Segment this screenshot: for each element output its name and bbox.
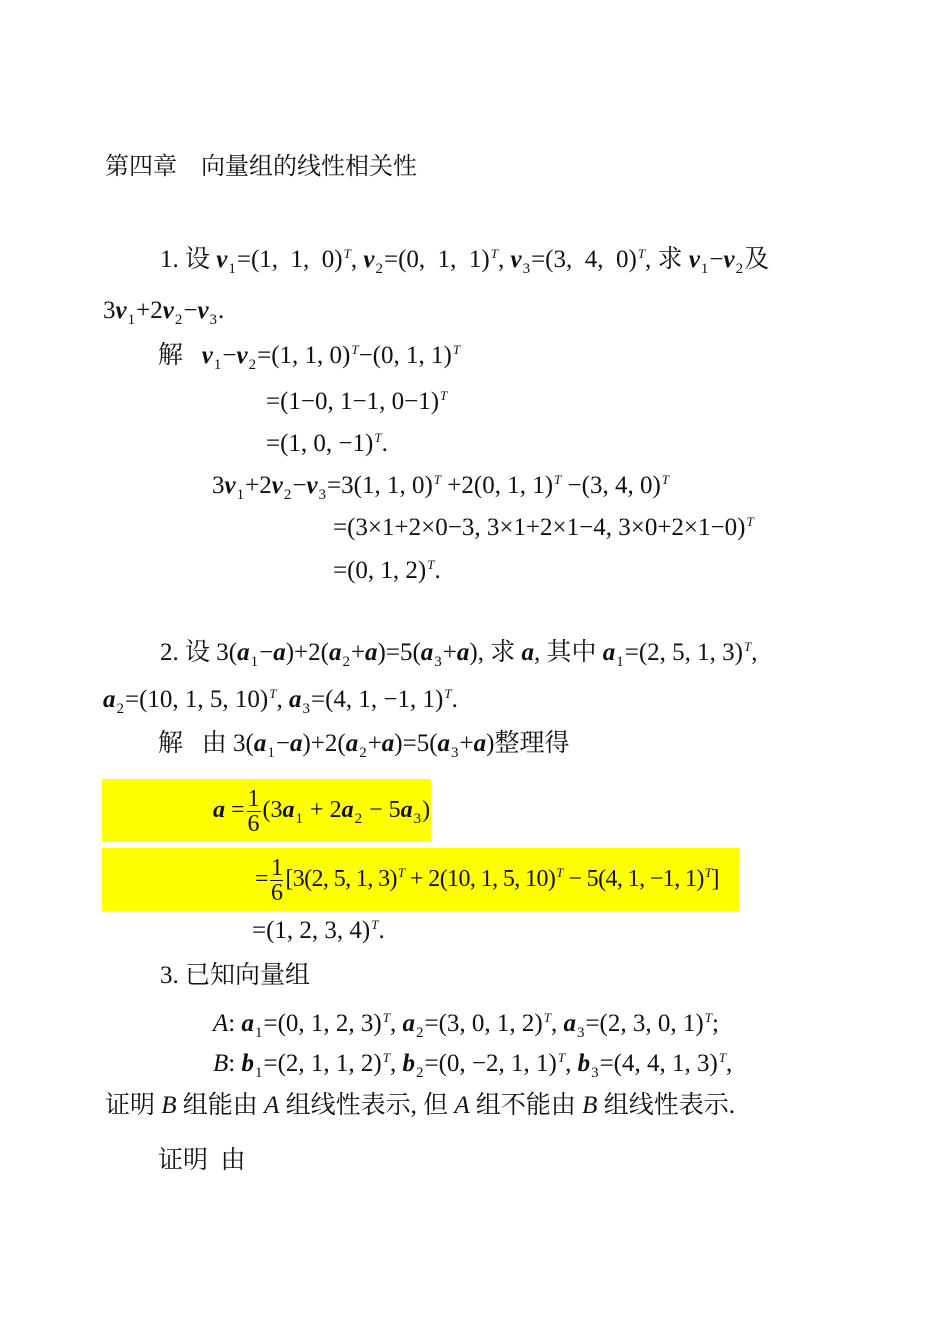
problem-3-line-2: 证明 B 组能由 A 组线性表示, 但 A 组不能由 B 组线性表示. (105, 1092, 735, 1119)
problem-3-line-1: 3. 已知向量组 (160, 962, 311, 989)
problem-1-line-2: $3v_1+2v_2-v_3$. (103, 297, 225, 328)
proof-3-start: 证明 由 (158, 1147, 246, 1174)
problem-2-line-1: 2. 设 $3(a_1-a)+2(a_2+a)=5(a_3+a)$, 求 a, 其中 $a_1=(2$, 5, 1, 3)$^T$, (160, 639, 758, 670)
problem-3-group-b: B: $b_1=(2$, 1, 1, 2)$^T$, $b_2=(0$, −2, 1, 1)$^T$, $b_3=(4$, 4, 1, 3)$^T$, (213, 1050, 733, 1081)
solution-1-step-5: =(3×1+2×0−3, 3×1+2×1−4, 3×0+2×1−0)$^T$ (333, 514, 754, 541)
chapter-title: 第四章 向量组的线性相关性 (105, 152, 417, 180)
formula-1: a = $\frac{1}{6}$ $(3a_1 + 2a_2 - 5a_3)$ (213, 785, 431, 837)
solution-2-step-1: 解 由 $3(a_1-a)+2(a_2+a)=5(a_3+a)$整理得 (158, 730, 570, 761)
problem-3-group-a: A: $a_1=(0$, 1, 2, 3)$^T$, $a_2=(3$, 0, 1, 2)$^T$, $a_3=(2$, 3, 0, 1)$^T$; (213, 1010, 719, 1041)
problem-2-line-2: $a_2=(10$, 1, 5, 10)$^T$, $a_3=(4$, 1, −1, 1)$^T$. (103, 686, 458, 717)
solution-1-step-3: =(1, 0, −1)$^T$. (266, 430, 388, 457)
solution-1-step-4: $3v_1+2v_2-v_3=3(1$, 1, 0)$^T$ +2(0, 1, 1)$^T$ −(3, 4, 0)$^T$ (212, 472, 669, 503)
solution-1-step-2: =(1−0, 1−1, 0−1)$^T$ (266, 388, 448, 415)
problem-1-line-1: 1. 设 $v_1=(1$, 1, 0)$^T$, $v_2=(0$, 1, 1)$^T$, $v_3=(3$, 4, 0)$^T$, 求 $v_1-v_2$及 (160, 246, 770, 277)
solution-1-step-6: =(0, 1, 2)$^T$. (333, 557, 441, 584)
solution-1-step-1: 解 $v_1-v_2=(1$, 1, 0)$^T$−(0, 1, 1)$^T$ (158, 342, 461, 373)
formula-2: = $\frac{1}{6}$ [3(2, 5, 1, 3)$^T$ + 2(10, 1, 5, 10)$^T$ − 5(4, 1, −1, 1)$^T$] (255, 854, 719, 906)
solution-2-step-2: =(1, 2, 3, 4)$^T$. (252, 917, 385, 944)
